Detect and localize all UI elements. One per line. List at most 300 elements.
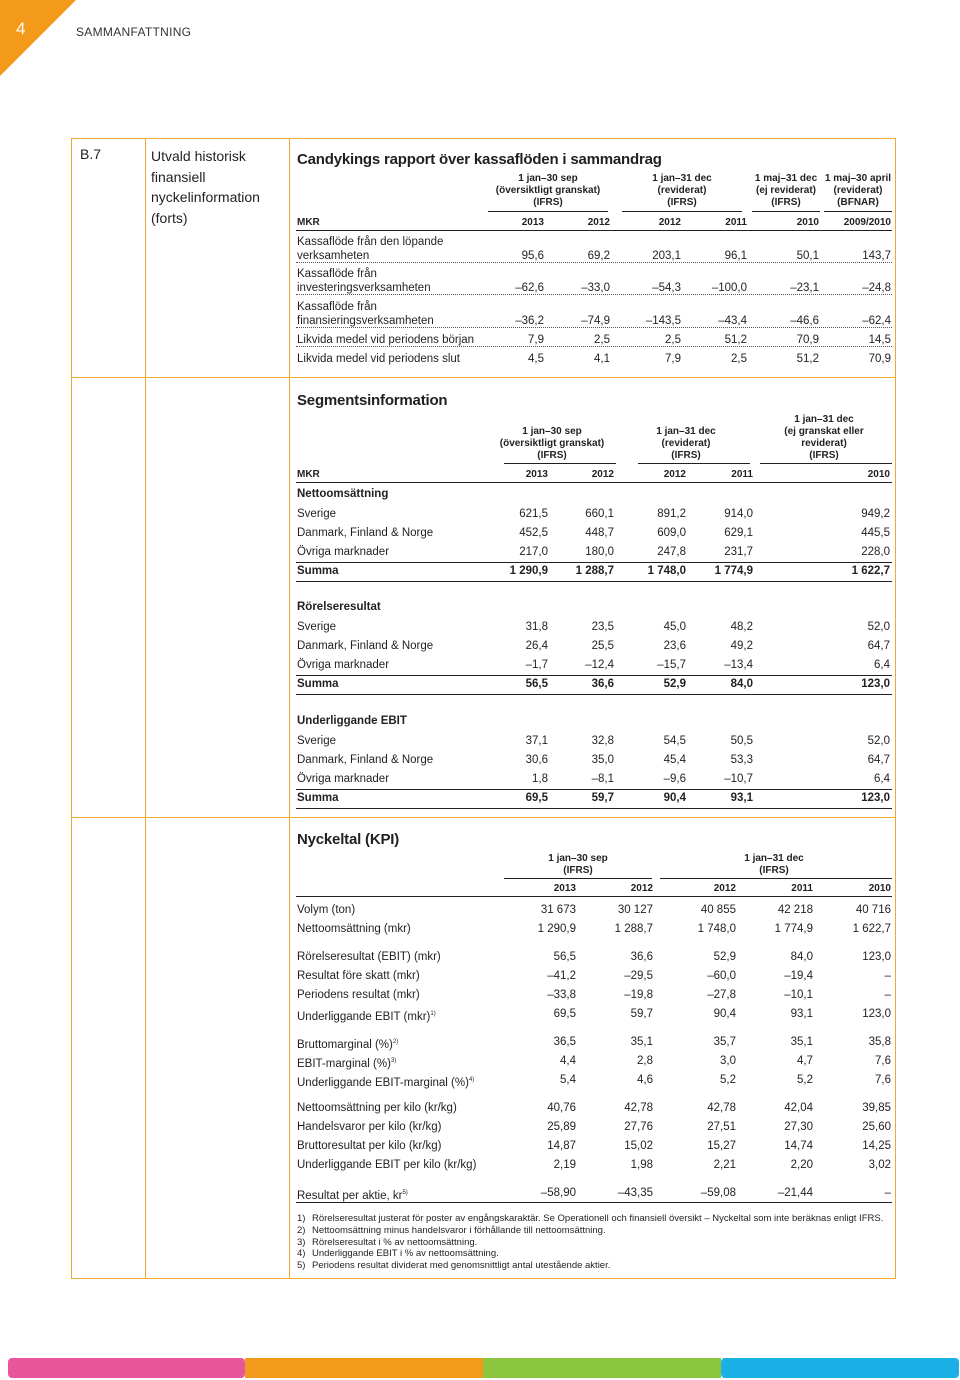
year-header: 2010	[796, 217, 819, 228]
bottom-color-bar	[8, 1358, 959, 1378]
cell-value: –29,5	[624, 970, 653, 982]
table-row	[297, 1007, 893, 1021]
cell-value: 59,7	[591, 792, 614, 804]
year-header: 2009/2010	[843, 217, 891, 228]
cell-value: 1 748,0	[697, 923, 736, 935]
table-row	[297, 903, 893, 917]
table-row	[297, 1186, 893, 1200]
cell-value: 4,4	[560, 1055, 576, 1067]
year-header: 2012	[630, 883, 653, 894]
cell-value: 52,9	[713, 951, 736, 963]
cell-value: 96,1	[724, 250, 747, 262]
row-label: Bruttomarginal (%)$^{2)}$	[297, 1038, 399, 1051]
cell-value: –33,0	[581, 282, 610, 294]
row-divider	[296, 327, 892, 328]
cell-value: 629,1	[724, 527, 753, 539]
group-underline	[638, 463, 750, 464]
cell-value: –41,2	[547, 970, 576, 982]
cell-value: 84,0	[730, 678, 753, 690]
frame-divider-2	[289, 138, 290, 1279]
cell-value: –15,7	[657, 659, 686, 671]
cell-value: 143,7	[862, 250, 891, 262]
group-underline	[824, 211, 892, 212]
kpi-title: Nyckeltal (KPI)	[297, 831, 400, 848]
cell-value: 15,27	[707, 1140, 736, 1152]
cell-value: 445,5	[861, 527, 890, 539]
footnote: 4) Underliggande EBIT i % av nettoomsättning.	[297, 1248, 499, 1260]
cell-value: 70,9	[796, 334, 819, 346]
row-label: Periodens resultat (mkr)	[297, 989, 420, 1001]
cell-value: 25,89	[547, 1121, 576, 1133]
cell-value: –143,5	[645, 315, 681, 327]
cell-value: 2,19	[553, 1159, 576, 1171]
cell-value: 45,0	[663, 621, 686, 633]
cell-value: 7,9	[528, 334, 544, 346]
cell-value: 231,7	[724, 546, 753, 558]
cell-value: 40,76	[547, 1102, 576, 1114]
cell-value: 448,7	[585, 527, 614, 539]
cell-value: 7,9	[665, 353, 681, 365]
total-row	[297, 677, 893, 691]
page-number: 4	[16, 19, 26, 38]
row-label: Handelsvaror per kilo (kr/kg)	[297, 1121, 442, 1133]
row-label: Likvida medel vid periodens början	[297, 334, 475, 346]
cashflow-title: Candykings rapport över kassaflöden i sammandrag	[297, 151, 662, 168]
table-row	[297, 988, 893, 1002]
table-row	[297, 507, 893, 521]
cell-value: 93,1	[790, 1008, 813, 1020]
table-row	[297, 1054, 893, 1068]
cell-value: 45,4	[663, 754, 686, 766]
cell-value: –	[884, 970, 891, 982]
cell-value: 69,5	[525, 792, 548, 804]
table-row	[297, 314, 893, 328]
cell-value: 4,5	[528, 353, 544, 365]
footnote: 2) Nettoomsättning minus handelsvaror i förhållande till nettoomsättning.	[297, 1224, 606, 1236]
cell-value: 56,5	[553, 951, 576, 963]
year-header: 2011	[731, 469, 753, 480]
cell-value: –19,4	[784, 970, 813, 982]
cell-value: 48,2	[730, 621, 753, 633]
footnote-ref: 3)	[390, 1058, 397, 1064]
cell-value: 914,0	[724, 508, 753, 520]
cell-value: 1 774,9	[774, 923, 813, 935]
cell-value: 2,8	[637, 1055, 653, 1067]
row-label: Övriga marknader	[297, 659, 390, 671]
cell-value: –24,8	[862, 282, 891, 294]
cell-value: 40 716	[855, 904, 891, 916]
cell-value: 69,5	[553, 1008, 576, 1020]
cell-value: 1,8	[532, 773, 548, 785]
column-group-header: 1 jan–31 dec (reviderat) (IFRS)	[656, 426, 716, 461]
total-row	[297, 791, 893, 805]
cell-value: 1 622,7	[851, 565, 890, 577]
cell-value: 52,9	[663, 678, 686, 690]
row-label: investeringsverksamheten	[297, 282, 431, 294]
row-label: Danmark, Finland & Norge	[297, 640, 434, 652]
row-label: Summa	[297, 792, 339, 804]
cell-value: 23,6	[663, 640, 686, 652]
cell-value: 30,6	[525, 754, 548, 766]
cell-value: 452,5	[519, 527, 548, 539]
cell-value: 26,4	[525, 640, 548, 652]
year-header: 2012	[663, 469, 686, 480]
table-row	[297, 1158, 893, 1172]
group-underline	[752, 211, 820, 212]
cell-value: 84,0	[790, 951, 813, 963]
row-label: Underliggande EBIT (mkr)$^{1)}$	[297, 1010, 436, 1023]
sum-rule	[296, 675, 892, 676]
cell-value: 247,8	[657, 546, 686, 558]
unit-label: MKR	[297, 217, 320, 228]
cell-value: 5,4	[560, 1074, 576, 1086]
segment-subhead: Nettoomsättning	[297, 488, 389, 500]
cell-value: 1,98	[630, 1159, 653, 1171]
total-rule	[296, 581, 892, 582]
year-header: 2013	[521, 217, 544, 228]
cell-value: 4,7	[797, 1055, 813, 1067]
cell-value: 27,30	[784, 1121, 813, 1133]
table-row	[297, 545, 893, 559]
year-header: 2013	[525, 469, 548, 480]
row-label: verksamheten	[297, 250, 370, 262]
row-label: Volym (ton)	[297, 904, 356, 916]
cell-value: 891,2	[657, 508, 686, 520]
cell-value: 7,6	[875, 1055, 891, 1067]
table-row	[297, 1073, 893, 1087]
cell-value: 25,5	[591, 640, 614, 652]
row-label: Summa	[297, 565, 339, 577]
cell-value: 64,7	[867, 754, 890, 766]
row-label: Övriga marknader	[297, 546, 390, 558]
cell-value: 25,60	[862, 1121, 891, 1133]
cell-value: –59,08	[700, 1187, 736, 1199]
cell-value: 50,5	[730, 735, 753, 747]
cell-value: –54,3	[652, 282, 681, 294]
cell-value: –13,4	[724, 659, 753, 671]
table-row	[297, 1120, 893, 1134]
table-row	[297, 969, 893, 983]
year-header: 2012	[713, 883, 736, 894]
cell-value: 37,1	[525, 735, 548, 747]
footnote-ref: 5)	[402, 1190, 408, 1196]
cell-value: 7,6	[875, 1074, 891, 1086]
cell-value: 40 855	[700, 904, 736, 916]
cell-value: 123,0	[862, 1008, 891, 1020]
year-header: 2011	[791, 883, 813, 894]
footnote-ref: 4)	[468, 1077, 475, 1083]
cell-value: 30 127	[617, 904, 653, 916]
sum-rule	[296, 562, 892, 563]
year-header: 2012	[591, 469, 614, 480]
group-underline	[622, 211, 742, 212]
cell-value: 228,0	[861, 546, 890, 558]
cell-value: 5,2	[720, 1074, 736, 1086]
unit-label: MKR	[297, 469, 320, 480]
cell-value: 35,0	[591, 754, 614, 766]
footnote-ref: 1)	[430, 1011, 436, 1017]
cell-value: 36,5	[553, 1036, 576, 1048]
cell-value: 42,78	[707, 1102, 736, 1114]
cell-value: 90,4	[663, 792, 686, 804]
cell-value: 52,0	[867, 735, 890, 747]
cell-value: 59,7	[630, 1008, 653, 1020]
table-row	[297, 658, 893, 672]
cell-value: 660,1	[585, 508, 614, 520]
cell-value: 203,1	[652, 250, 681, 262]
total-rule	[296, 808, 892, 809]
cell-value: 6,4	[874, 659, 890, 671]
cell-value: 1 288,7	[614, 923, 653, 935]
cell-value: 35,1	[630, 1036, 653, 1048]
cell-value: 31 673	[540, 904, 576, 916]
cell-value: –23,1	[790, 282, 819, 294]
column-group-header: 1 jan–30 sep (översiktligt granskat) (IFRS)	[495, 173, 601, 208]
segment-title: Segmentsinformation	[297, 392, 448, 409]
cell-value: –19,8	[624, 989, 653, 1001]
cell-value: 6,4	[874, 773, 890, 785]
year-header: 2013	[553, 883, 576, 894]
cell-value: 56,5	[525, 678, 548, 690]
row-label: Övriga marknader	[297, 773, 390, 785]
cell-value: 1 288,7	[575, 565, 614, 577]
cell-value: –36,2	[515, 315, 544, 327]
total-rule	[296, 694, 892, 695]
table-row	[297, 620, 893, 634]
row-divider	[296, 346, 892, 347]
header-rule	[296, 482, 892, 483]
cell-value: 35,1	[790, 1036, 813, 1048]
cell-value: –1,7	[525, 659, 548, 671]
cell-value: 69,2	[587, 250, 610, 262]
column-group-header: 1 maj–30 april (reviderat) (BFNAR)	[824, 173, 892, 208]
cell-value: 1 774,9	[714, 565, 753, 577]
cell-value: 31,8	[525, 621, 548, 633]
footnote: 5) Periodens resultat dividerat med genomsnittligt antal utestående aktier.	[297, 1260, 611, 1272]
footnote: 1) Rörelseresultat justerat för poster av engångskaraktär. Se Operationell och finansiell översikt – Nyckeltal som inte beräknas enligt IFRS.	[297, 1213, 884, 1224]
cell-value: 2,21	[713, 1159, 736, 1171]
cell-value: –10,1	[784, 989, 813, 1001]
cell-value: 5,2	[797, 1074, 813, 1086]
table-row	[297, 753, 893, 767]
cell-value: 2,5	[665, 334, 681, 346]
cell-value: 609,0	[657, 527, 686, 539]
table-row	[297, 281, 893, 295]
cell-value: 1 622,7	[852, 923, 891, 935]
cell-value: 3,02	[868, 1159, 891, 1171]
section-label: SAMMANFATTNING	[76, 25, 192, 39]
row-label: Sverige	[297, 508, 336, 520]
column-group-header: 1 jan–30 sep (IFRS)	[548, 853, 608, 876]
footnotes	[297, 1213, 883, 1272]
group-underline	[660, 878, 892, 879]
cell-value: 1 290,9	[537, 923, 576, 935]
table-row	[297, 352, 893, 366]
cell-value: –9,6	[663, 773, 686, 785]
cell-value: 123,0	[861, 678, 890, 690]
row-label: Resultat per aktie, $kr^{5)}$	[297, 1189, 408, 1202]
row-label: finansieringsverksamheten	[297, 315, 434, 327]
cell-value: 2,20	[790, 1159, 813, 1171]
cell-value: 27,76	[624, 1121, 653, 1133]
cell-value: –33,8	[547, 989, 576, 1001]
cell-value: 27,51	[707, 1121, 736, 1133]
row-label: Likvida medel vid periodens slut	[297, 353, 461, 365]
cell-value: –62,6	[515, 282, 544, 294]
cell-value: 35,7	[713, 1036, 736, 1048]
cell-value: 36,6	[630, 951, 653, 963]
item-title: Utvald historisk finansiell nyckelinformation (forts)	[151, 148, 260, 226]
header-rule	[296, 896, 892, 897]
row-label: Nettoomsättning (mkr)	[297, 923, 411, 935]
row-label: Underliggande EBIT per kilo (kr/kg)	[297, 1159, 477, 1171]
row-divider	[296, 294, 892, 295]
cell-value: 32,8	[591, 735, 614, 747]
cell-value: 52,0	[867, 621, 890, 633]
row-label: Sverige	[297, 621, 336, 633]
cell-value: 51,2	[724, 334, 747, 346]
row-label: Summa	[297, 678, 339, 690]
column-group-header: 1 jan–31 dec (reviderat) (IFRS)	[652, 173, 712, 208]
year-header: 2012	[587, 217, 610, 228]
item-code: B.7	[80, 146, 102, 162]
group-underline	[760, 463, 892, 464]
segment-subhead: Underliggande EBIT	[297, 715, 407, 727]
column-group-header: 1 maj–31 dec (ej reviderat) (IFRS)	[754, 173, 818, 208]
cell-value: 42 218	[777, 904, 813, 916]
column-group-header: 1 jan–31 dec (ej granskat eller reviderat) (IFRS)	[784, 414, 864, 461]
cell-value: –46,6	[790, 315, 819, 327]
cell-value: –	[884, 989, 891, 1001]
cell-value: 1 290,9	[509, 565, 548, 577]
row-label: Danmark, Finland & Norge	[297, 527, 434, 539]
cell-value: –	[884, 1187, 891, 1199]
row-divider	[296, 262, 892, 263]
cell-value: 4,1	[594, 353, 610, 365]
cell-value: 14,87	[547, 1140, 576, 1152]
table-end-rule	[296, 1202, 892, 1203]
cell-value: 123,0	[861, 792, 890, 804]
cell-value: –43,4	[718, 315, 747, 327]
row-label: Resultat före skatt (mkr)	[297, 970, 420, 982]
cell-value: 15,02	[624, 1140, 653, 1152]
cell-value: 90,4	[713, 1008, 736, 1020]
table-row	[297, 333, 893, 347]
cell-value: 42,04	[784, 1102, 813, 1114]
cell-value: –100,0	[711, 282, 747, 294]
page-corner-tab	[0, 0, 76, 76]
row-label: Nettoomsättning per kilo (kr/kg)	[297, 1102, 457, 1114]
table-row	[297, 922, 893, 936]
cell-value: 2,5	[594, 334, 610, 346]
cell-value: 93,1	[730, 792, 753, 804]
table-row	[297, 1035, 893, 1049]
sum-rule	[296, 789, 892, 790]
row-label-line: Kassaflöde från	[297, 301, 377, 313]
table-row	[297, 526, 893, 540]
column-group-header: 1 jan–30 sep (översiktligt granskat) (IFRS)	[499, 426, 605, 461]
cell-value: 50,1	[796, 250, 819, 262]
cell-value: 36,6	[591, 678, 614, 690]
frame-row-divider	[71, 377, 896, 378]
cell-value: 35,8	[868, 1036, 891, 1048]
table-row	[297, 639, 893, 653]
cell-value: –12,4	[585, 659, 614, 671]
cell-value: 95,6	[521, 250, 544, 262]
cell-value: –62,4	[862, 315, 891, 327]
cell-value: –27,8	[707, 989, 736, 1001]
year-header: 2010	[867, 469, 890, 480]
cell-value: 39,85	[862, 1102, 891, 1114]
cell-value: –43,35	[617, 1187, 653, 1199]
cell-value: 42,78	[624, 1102, 653, 1114]
footnote-ref: 2)	[392, 1039, 399, 1045]
table-row	[297, 772, 893, 786]
table-row	[297, 950, 893, 964]
cell-value: 4,6	[637, 1074, 653, 1086]
cell-value: –10,7	[724, 773, 753, 785]
year-header: 2010	[868, 883, 891, 894]
year-header: 2012	[658, 217, 681, 228]
group-underline	[488, 211, 608, 212]
cell-value: 14,5	[868, 334, 891, 346]
cell-value: 64,7	[867, 640, 890, 652]
frame-row-divider	[71, 817, 896, 818]
row-label-line: Kassaflöde från den löpande	[297, 236, 444, 248]
cell-value: 621,5	[519, 508, 548, 520]
cell-value: 1 748,0	[647, 565, 686, 577]
group-underline	[504, 878, 652, 879]
table-row	[297, 734, 893, 748]
cell-value: 2,5	[731, 353, 747, 365]
cell-value: 23,5	[591, 621, 614, 633]
cell-value: –8,1	[591, 773, 614, 785]
cell-value: 180,0	[585, 546, 614, 558]
cell-value: –21,44	[777, 1187, 813, 1199]
column-group-header: 1 jan–31 dec (IFRS)	[744, 853, 804, 876]
cell-value: 123,0	[862, 951, 891, 963]
cell-value: 54,5	[663, 735, 686, 747]
row-label: Bruttoresultat per kilo (kr/kg)	[297, 1140, 442, 1152]
row-label: Underliggande EBIT-marginal (%)$^{4)}$	[297, 1076, 475, 1089]
cell-value: –60,0	[707, 970, 736, 982]
row-label: Danmark, Finland & Norge	[297, 754, 434, 766]
cell-value: 14,25	[862, 1140, 891, 1152]
table-row	[297, 1101, 893, 1115]
cell-value: 51,2	[796, 353, 819, 365]
row-label: Rörelseresultat (EBIT) (mkr)	[297, 951, 441, 963]
cell-value: 53,3	[730, 754, 753, 766]
cell-value: –74,9	[581, 315, 610, 327]
cell-value: –58,90	[540, 1187, 576, 1199]
segment-subhead: Rörelseresultat	[297, 601, 381, 613]
cell-value: 49,2	[730, 640, 753, 652]
cell-value: 217,0	[519, 546, 548, 558]
row-label: Sverige	[297, 735, 336, 747]
year-header: 2011	[725, 217, 747, 228]
cell-value: 70,9	[868, 353, 891, 365]
cell-value: 949,2	[861, 508, 890, 520]
cell-value: 3,0	[720, 1055, 736, 1067]
row-label: EBIT-marginal (%)$^{3)}$	[297, 1057, 397, 1070]
group-underline	[504, 463, 616, 464]
table-row	[297, 1139, 893, 1153]
header-rule	[296, 230, 892, 231]
footnote: 3) Rörelseresultat i % av nettoomsättning.	[297, 1236, 478, 1248]
table-row	[297, 249, 893, 263]
total-row	[297, 564, 893, 578]
frame-divider-1	[145, 138, 146, 1279]
